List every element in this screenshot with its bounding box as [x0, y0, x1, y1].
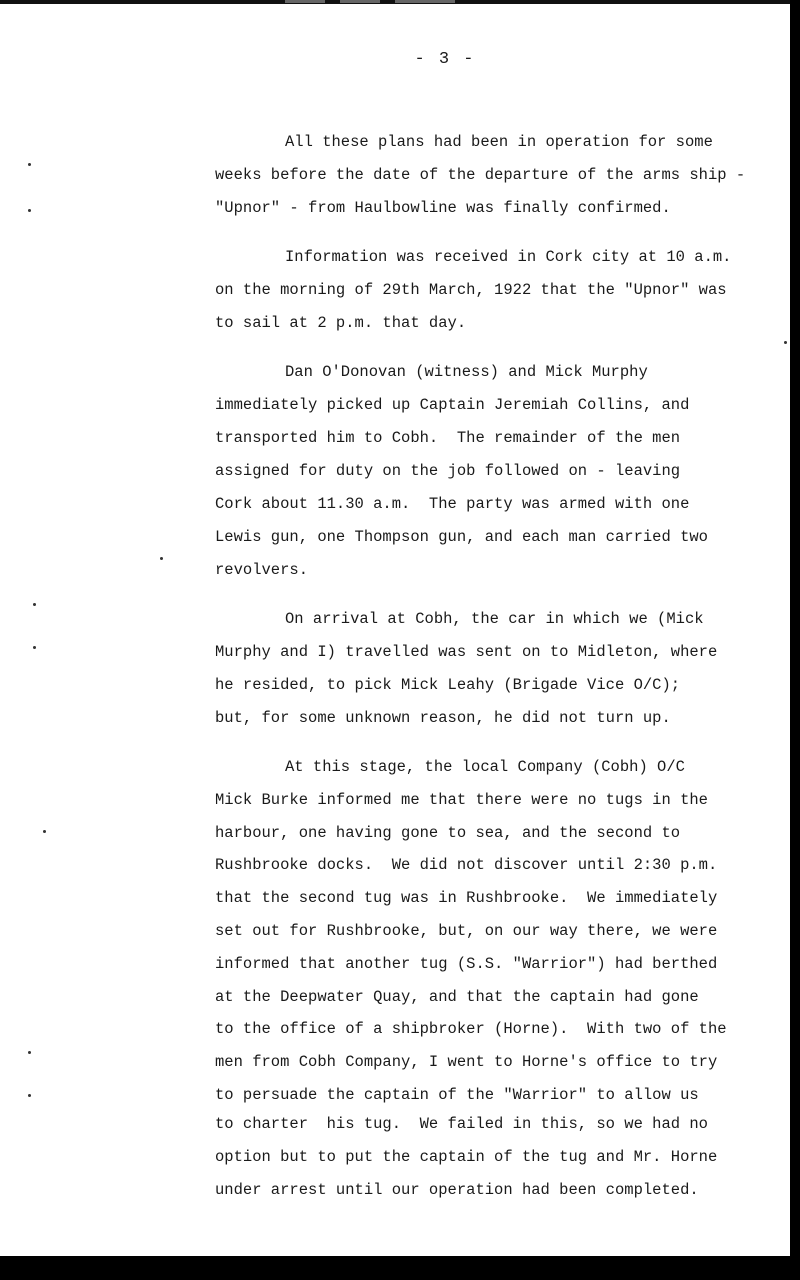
text-line: Lewis gun, one Thompson gun, and each man carried two — [215, 528, 708, 546]
scan-speck — [33, 646, 36, 649]
scan-speck — [160, 557, 163, 560]
text-line: At this stage, the local Company (Cobh) O/C — [285, 758, 685, 776]
scan-speck — [28, 209, 31, 212]
text-line: to the office of a shipbroker (Horne). With two of the — [215, 1020, 727, 1038]
text-line: All these plans had been in operation for some — [285, 133, 713, 151]
text-line: Dan O'Donovan (witness) and Mick Murphy — [285, 363, 648, 381]
text-line: men from Cobh Company, I went to Horne's office to try — [215, 1053, 718, 1071]
text-line: that the second tug was in Rushbrooke. We immediately — [215, 889, 718, 907]
text-line: informed that another tug (S.S. "Warrior") had berthed — [215, 955, 718, 973]
text-line: to sail at 2 p.m. that day. — [215, 314, 467, 332]
scan-speck — [28, 163, 31, 166]
text-line: Cork about 11.30 a.m. The party was armed with one — [215, 495, 690, 513]
bottom-scan-border — [0, 1256, 800, 1280]
scan-speck — [28, 1094, 31, 1097]
text-line: Murphy and I) travelled was sent on to Midleton, where — [215, 643, 718, 661]
top-edge-mark — [285, 0, 325, 3]
text-line: revolvers. — [215, 561, 309, 579]
text-line: set out for Rushbrooke, but, on our way there, we were — [215, 922, 718, 940]
right-scan-border — [790, 0, 800, 1280]
top-edge-mark — [395, 0, 455, 3]
page-number: - 3 - — [414, 50, 476, 69]
text-line: transported him to Cobh. The remainder of the men — [215, 429, 681, 447]
text-line: on the morning of 29th March, 1922 that the "Upnor" was — [215, 281, 727, 299]
scan-speck — [784, 341, 787, 344]
text-line: "Upnor" - from Haulbowline was finally confirmed. — [215, 199, 671, 217]
text-line: Mick Burke informed me that there were no tugs in the — [215, 791, 708, 809]
text-line: Information was received in Cork city at 10 a.m. — [285, 248, 732, 266]
text-line: Rushbrooke docks. We did not discover until 2:30 p.m. — [215, 856, 718, 874]
text-line: assigned for duty on the job followed on - leaving — [215, 462, 681, 480]
text-line: option but to put the captain of the tug and Mr. Horne — [215, 1148, 718, 1166]
top-edge-mark — [340, 0, 380, 3]
text-line: he resided, to pick Mick Leahy (Brigade Vice O/C); — [215, 676, 681, 694]
text-line: weeks before the date of the departure of the arms ship - — [215, 166, 746, 184]
scan-speck — [33, 603, 36, 606]
text-line: under arrest until our operation had been completed. — [215, 1181, 699, 1199]
text-line: harbour, one having gone to sea, and the second to — [215, 824, 681, 842]
scan-speck — [43, 830, 46, 833]
text-line: to charter his tug. We failed in this, so we had no — [215, 1115, 708, 1133]
text-line: but, for some unknown reason, he did not turn up. — [215, 709, 671, 727]
scan-speck — [28, 1051, 31, 1054]
text-line: to persuade the captain of the "Warrior" to allow us — [215, 1086, 699, 1104]
text-line: On arrival at Cobh, the car in which we (Mick — [285, 610, 704, 628]
text-line: at the Deepwater Quay, and that the captain had gone — [215, 988, 699, 1006]
text-line: immediately picked up Captain Jeremiah Collins, and — [215, 396, 690, 414]
